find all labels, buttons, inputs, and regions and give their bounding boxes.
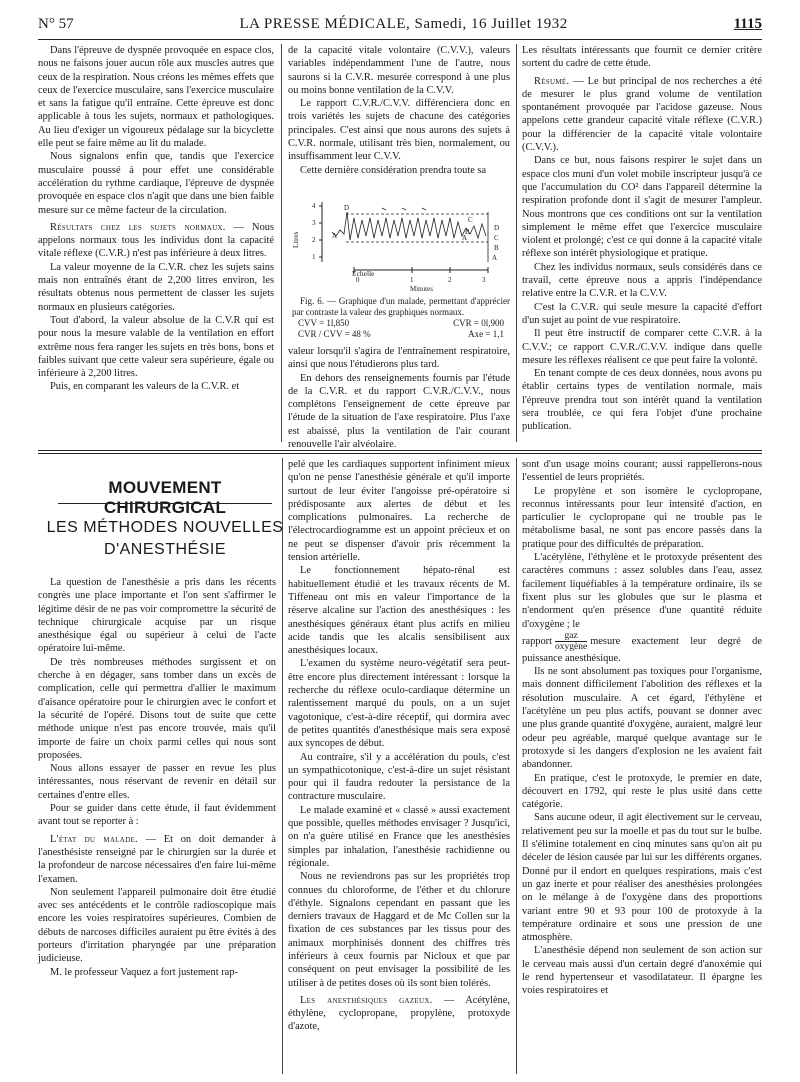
paragraph: Pour se guider dans cette étude, il faut évidemment avant tout se reporter à : bbox=[38, 803, 276, 828]
paragraph: La valeur moyenne de la C.V.R. chez les sujets sains mais non entraînés étant de 2,200 litres environ, les résultats obtenus nous permettent de classer les sujets normaux en plusieurs catégories. bbox=[38, 261, 274, 313]
title-underline bbox=[58, 503, 272, 504]
section-rule bbox=[38, 450, 762, 451]
paragraph: Sans aucune odeur, il agit électivement sur le cerveau, relativement peu sur la moelle et pas du tout sur le bulbe. Il s'élimine totalement en cinq minutes sans qu'on ait pu déceler de lésion causée par lui sur les différents organes. Donné pur il endort en quelques respirations, mais c'est un gaz inerte et pour réaliser des anesthésies prolongées on le mélange à de l'oxygène dans des proportions variant entre 90 et 93 pour 100 de protoxyde à la température ordinaire et sous une pression de une atmosphère. bbox=[522, 812, 762, 944]
paragraph: Dans ce but, nous faisons respirer le sujet dans un espace clos muni d'un volet mobile inscripteur jusqu'à ce que l'accumulation du CO² dans l'appareil détermine la respiration profonde dont il s'agit de mesurer l'ampleur. Nous montrons que ces conditions ont sur la ventilation simplement le même effet que l'exercice musculaire violent et prolongé; c'est ce qui donne à la capacité vitale réflexe son intérêt physiologique et pratique. bbox=[522, 155, 762, 260]
y-tick-label: 4 bbox=[312, 202, 316, 210]
paragraph: C'est la C.V.R. qui seule mesure la capacité d'effort d'un sujet au point de vue respiratoire. bbox=[522, 301, 762, 326]
paragraph: Nous signalons enfin que, tandis que l'exercice musculaire poussé à pour effet une considérable accélération du rythme cardiaque, l'épreuve de dyspnée provoquée en espace clos n'agit que dans une bien faible mesure sur ce même facteur de la circulation. bbox=[38, 151, 274, 216]
ratio-value: CVR / CVV = 48 % bbox=[298, 329, 371, 339]
paragraph: Les résultats intéressants que fournit ce dernier critère sortent du cadre de cette étude. bbox=[522, 45, 762, 70]
bottom-column-1 bbox=[38, 576, 276, 1076]
column-divider bbox=[516, 458, 517, 1074]
paragraph: L'anesthésie dépend non seulement de son action sur le cerveau mais aussi d'un certain degré d'anoxémie qui le rend hypertenseur et vasodilatateur. Il épargne les voies respiratoires et bbox=[522, 945, 762, 997]
etat-heading: L'état du malade. bbox=[50, 833, 138, 845]
results-heading: Résultats chez les sujets normaux. bbox=[50, 221, 226, 233]
paragraph: M. le professeur Vaquez a fort justement rap- bbox=[50, 966, 238, 978]
caption-text: Fig. 6. — Graphique d'un malade, permettant d'apprécier par contraste la valeur des graphiques normaux. bbox=[292, 296, 510, 317]
point-label: C bbox=[494, 234, 499, 242]
y-axis-label: Litres bbox=[292, 231, 300, 248]
paragraph: de la capacité vitale volontaire (C.V.V.), valeurs variables indépendamment l'une de l'autre, nous saurons si la C.V.R. mesurée correspond à une plus ou moins bonne ventilation de la C.V.V. bbox=[288, 45, 510, 96]
paragraph: Puis, en comparant les valeurs de la C.V.R. et bbox=[50, 381, 240, 393]
x-axis-label: Minutes bbox=[410, 285, 433, 293]
paragraph: En dehors des renseignements fournis par l'étude de la C.V.R. et du rapport C.V.R./C.V.V., nous complétons l'enseignement de cette épreuve par l'étude de la situation de l'axe respiratoire. Plus l'axe est abaissé, plus la ventilation de l'air courant renouvelle l'air alvéolaire. bbox=[288, 372, 510, 451]
journal-title: LA PRESSE MÉDICALE, Samedi, 16 Juillet 1932 bbox=[239, 16, 568, 32]
paragraph: Le propylène et son isomère le cyclopropane, reconnus intéressants pour leur intensité d'action, en particulier le cyclopropane qui ne trouble pas le métabolisme basal, ne sont pas encore passés dans la pratique pour des difficultés de préparation. bbox=[522, 485, 762, 550]
paragraph: Cette dernière considération prendra toute sa bbox=[300, 164, 487, 176]
issue-number: N° 57 bbox=[38, 16, 74, 32]
point-label: B bbox=[494, 244, 499, 252]
gaz-paragraph: Les anesthésiques gazeux. — Acétylène, éthylène, cyclopropane, propylène, protoxyde d'azote, bbox=[288, 994, 510, 1033]
gaz-heading: Les anesthésiques gazeux. bbox=[300, 994, 433, 1006]
x-tick-label: 2 bbox=[448, 276, 452, 284]
paragraph: Nous ne reviendrons pas sur les propriétés trop connues du chloroforme, de l'éther et du chlorure d'éthyle. Signalons cependant en passant que les derniers travaux de Haggard et de Mc Collen sur la fixation de ces substances par les tissus pour des animaux morphinisés donnent des chiffres très inférieurs à ceux fournis par Nicloux et que par conséquent on peut envisager la possibilité de les utiliser à de petites doses où ils sont bien tolérés. bbox=[288, 871, 510, 989]
paragraph: Au contraire, s'il y a accélération du pouls, c'est un sympathicotonique, c'est-à-dire un sujet résistant pour qui il faudra redouter la persistance de la contracture musculaire. bbox=[288, 751, 510, 803]
resume-paragraph: Résumé. — Le but principal de nos recherches a été de mesurer le plus grand volume de ventilation spontanément provoquée par l'acidose gazeuse. Nous appelons cette grandeur capacité vitale réflexe (C.V.R.) pour la différencier de la capacité vitale volontaire (C.V.V.). bbox=[522, 75, 762, 154]
paragraph: La question de l'anesthésie a pris dans les récents congrès une place importante et l'on sent s'affirmer le légitime désir de ne pas voir compromettre la sécurité de technique chirurgicale acquise par un risque anesthésique égal ou supérieur à celui de l'acte opératoire lui-même. bbox=[38, 577, 276, 655]
section-title: MOUVEMENT CHIRURGICAL bbox=[103, 478, 227, 517]
cvr-value: CVR = 0l,900 bbox=[453, 318, 504, 328]
paragraph: L'examen du système neuro-végétatif sera peut-être encore plus directement intéressant : lorsque la recherche du réflexe oculo-cardiaque détermine un ralentissement marqué du pouls, on a un sujet vagotonique, c'est-à-dire réceptif, qui dormira avec de petites quantités d'anesthésique mais sera exposé aux syncopes de début. bbox=[288, 658, 510, 750]
cvv-value: CVV = 1l,850 bbox=[298, 318, 350, 328]
rapport-line: rapport $\frac{\text{gaz}}{\text{oxygène}}$ mesure exactement leur degré de puissance anesthésique. bbox=[522, 630, 762, 664]
paragraph: Il peut être instructif de comparer cette C.V.R. à la C.V.V.; ce rapport C.V.R./C.V.V. indique dans quelle mesure les réflexes réalisent ce que peut faire la volonté. bbox=[522, 328, 762, 366]
top-column-2-lower bbox=[288, 345, 510, 451]
figure-caption bbox=[292, 296, 510, 340]
paragraph: valeur lorsqu'il s'agira de l'entraînement respiratoire, ainsi que nous l'étudierons plus tard. bbox=[288, 346, 510, 371]
section-rule bbox=[38, 453, 762, 454]
paragraph: De très nombreuses méthodes surgissent et on cherche à en dégager, sans tomber dans un excès de complication, celle qui permettra d'allier le maximum d'aisance opératoire pour le chirurgien avec le confort et la sécurité de l'opéré. Disons tout de suite que cette méthode unique n'est pas encore trouvée, mais qu'il importe de faire un choix parmi celles qui nous sont proposées. bbox=[38, 656, 276, 761]
x-tick-label: 1 bbox=[410, 276, 414, 284]
paragraph: Nous allons essayer de passer en revue les plus intéressantes, nous réservant de revenir en détail sur certaines d'entre elles. bbox=[38, 763, 276, 801]
top-column-1 bbox=[38, 44, 274, 444]
point-label: C bbox=[468, 216, 473, 224]
paragraph: Le rapport C.V.R./C.V.V. différenciera donc en trois variétés les sujets de chacune des catégories principales. C'est ainsi que nous aurons des sujets à C.V.R. normale, utilisant très bien, normalement, ou insuffisamment leur C.V.V. bbox=[288, 98, 510, 163]
x-tick-label: 3 bbox=[482, 276, 486, 284]
page-number: 1115 bbox=[733, 16, 762, 32]
point-label: B bbox=[465, 228, 470, 236]
point-label: D bbox=[344, 204, 350, 212]
column-divider bbox=[516, 44, 517, 442]
resume-heading: Résumé. bbox=[534, 75, 570, 87]
y-tick-label: 2 bbox=[312, 236, 316, 244]
axe-value: Axe = 1,1 bbox=[468, 329, 504, 339]
y-tick-label: 3 bbox=[312, 219, 316, 227]
etat-paragraph: L'état du malade. — Et on doit demander à l'anesthésiste renseigné par le chirurgien sur la durée et la profondeur de narcose nécessaires d'en faire lui-même l'examen. bbox=[38, 833, 276, 885]
paragraph: Chez les individus normaux, seuls considérés dans ce travail, cette épreuve nous a appris l'indépendance relative entre la C.V.R. et la C.V.V. bbox=[522, 261, 762, 300]
column-divider bbox=[282, 458, 283, 1074]
article-title: LES MÉTHODES NOUVELLES D'ANESTHÉSIE bbox=[46, 519, 284, 558]
paragraph: Le fonctionnement hépato-rénal est habituellement étudié et les travaux récents de M. Tiffeneau ont mis en valeur l'importance de la réserve alcaline sur l'action des anesthésiques : les anesthésiques généraux étant plus actifs en milieu acide tandis que les alcalis sensibilisent aux anesthésiques locaux. bbox=[288, 565, 510, 657]
paragraph: pelé que les cardiaques supportent infiniment mieux qu'on ne pense l'anesthésie générale et qu'il importe surtout de leur éviter l'angoisse pré-opératoire si prédisposante aux alertes de début et les complications pulmonaires. La recherche de l'électrocardiogramme est un appoint précieux et on ne peut se dispenser d'avoir pris récemment la tension artérielle. bbox=[288, 459, 510, 564]
gas-oxygen-fraction: $\frac{\text{gaz}}{\text{oxygène}}$ bbox=[555, 630, 588, 652]
paragraph: Non seulement l'appareil pulmonaire doit être étudié avec ses antécédents et le contrôle radioscopique mais encore les voies respiratoires supérieures. Combien de débuts de narcoses difficiles auraient pu être évités à des porteurs d'irritation pharyngée par une préparation judicieuse. bbox=[38, 886, 276, 965]
header-rule bbox=[38, 39, 762, 40]
figure-6-graph bbox=[292, 198, 510, 293]
paragraph: Le malade examiné et « classé » aussi exactement que possible, quelles méthodes envisager ? Jusqu'ici, on n'a guère utilisé en France que les anesthésies simples par inhalation, l'anesthésie rachidienne ou régionale. bbox=[288, 804, 510, 869]
paragraph: L'acétylène, l'éthylène et le protoxyde présentent des caractères communs : assez solubles dans l'eau, assez facilement liquéfiables à la température ordinaire, ils se fixent plus sur les globules que sur le plasma et n'endorment qu'en présence d'une quantité réduite d'oxygène ; le bbox=[522, 552, 762, 630]
column-divider bbox=[281, 44, 282, 442]
x-tick-label: 0 bbox=[356, 276, 360, 284]
paragraph: Dans l'épreuve de dyspnée provoquée en espace clos, nous ne faisons jouer aucun rôle aux muscles autres que ceux de la respiration. Nous créons les mêmes effets que ceux de l'exercice musculaire, sans l'exercice musculaire et sans la fatigue qu'il entraîne. Cette épreuve est donc applicable à tous les sujets, normaux et pathologiques. Au lieu d'exiger un vigoureux pédalage sur la bicyclette elle peut se faire même au lit du malade. bbox=[38, 45, 274, 150]
paragraph: Ils ne sont absolument pas toxiques pour l'organisme, mais donnent difficilement l'abolition des réflexes et la résolution musculaire. A cet égard, l'éthylène et l'acétylène un peu plus actifs, pouvant se donner avec une plus grande quantité d'oxygène, auraient, malgré leur odeur peu agréable, marqué quelque avantage sur le protoxyde si les dangers d'explosion ne les avaient fait abandonner. bbox=[522, 666, 762, 771]
results-paragraph: Résultats chez les sujets normaux. — Nous appelons normaux tous les individus dont la capacité vitale réflexe (C.V.R.) n'est pas inférieure à deux litres. bbox=[38, 221, 274, 260]
top-column-3 bbox=[522, 44, 762, 444]
paragraph: Tout d'abord, la valeur absolue de la C.V.R qui est pour nous la mesure valable de la ventilation en effort extrême nous fera ranger les sujets en très bons, bons et faibles suivant que cette valeur sera supérieure, égale ou inférieure à 2,200 litres. bbox=[38, 314, 274, 380]
point-label: A bbox=[332, 232, 338, 240]
paragraph: En tenant compte de ces deux données, nous avons pu établir certains types de ventilation normale, mais l'épreuve prendra tout son intérêt quand la ventilation sera troublée, ce qui fera l'objet d'une prochaine publication. bbox=[522, 368, 762, 433]
point-label: A bbox=[492, 254, 498, 262]
paragraph: En pratique, c'est le protoxyde, le premier en date, découvert en 1792, qui reste le plus usité dans cette catégorie. bbox=[522, 772, 762, 811]
paragraph: sont d'un usage moins courant; aussi rappellerons-nous l'essentiel de leurs propriétés. bbox=[522, 459, 762, 484]
top-column-2-upper bbox=[288, 44, 510, 192]
point-label: A bbox=[462, 234, 468, 242]
y-tick-label: 1 bbox=[312, 253, 316, 261]
point-label: D bbox=[494, 224, 500, 232]
bottom-column-3 bbox=[522, 458, 762, 1076]
bottom-column-2 bbox=[288, 458, 510, 1076]
scale-label: Echelle bbox=[352, 269, 375, 278]
page-header bbox=[38, 16, 762, 38]
